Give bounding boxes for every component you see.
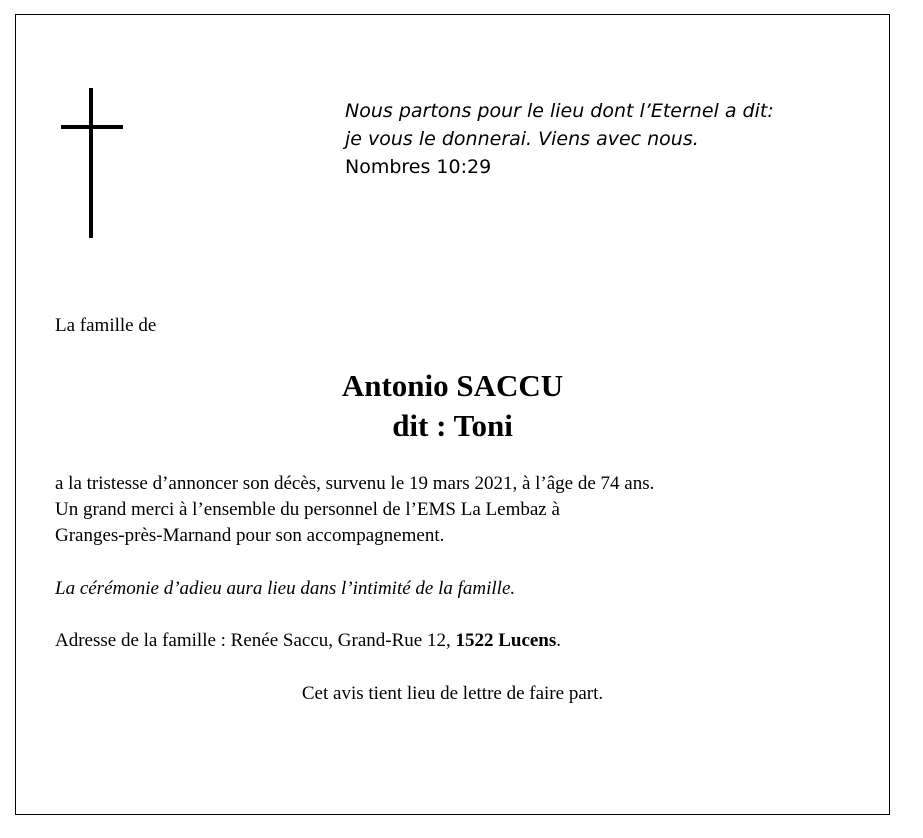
announcement-line-2: Un grand merci à l’ensemble du personnel de l’EMS La Lembaz à bbox=[55, 499, 560, 520]
family-intro: La famille de bbox=[55, 315, 157, 336]
verse-line-1: Nous partons pour le lieu dont l’Eternel a dit: bbox=[345, 100, 774, 122]
ceremony-note: La cérémonie d’adieu aura lieu dans l’intimité de la famille. bbox=[55, 578, 516, 599]
closing-note: Cet avis tient lieu de lettre de faire part. bbox=[301, 683, 604, 704]
address-locality: 1522 Lucens bbox=[455, 630, 557, 651]
verse-line-2: je vous le donnerai. Viens avec nous. bbox=[345, 128, 699, 150]
announcement-line-1: a la tristesse d’annoncer son décès, survenu le 19 mars 2021, à l’âge de 74 ans. bbox=[55, 473, 655, 494]
deceased-heading bbox=[15, 366, 890, 446]
announcement-text bbox=[55, 471, 875, 549]
deceased-nickname: dit : Toni bbox=[392, 408, 513, 443]
address-prefix: Adresse de la famille : Renée Saccu, Grand-Rue 12, bbox=[55, 630, 456, 651]
family-address bbox=[55, 628, 561, 654]
address-suffix: . bbox=[556, 630, 562, 651]
announcement-line-3: Granges-près-Marnand pour son accompagnement. bbox=[55, 525, 445, 546]
verse-reference: Nombres 10:29 bbox=[345, 156, 492, 178]
deceased-name: Antonio SACCU bbox=[341, 368, 564, 403]
cross-vertical-bar bbox=[89, 88, 93, 238]
cross-horizontal-bar bbox=[61, 125, 123, 129]
bible-verse bbox=[345, 97, 865, 181]
